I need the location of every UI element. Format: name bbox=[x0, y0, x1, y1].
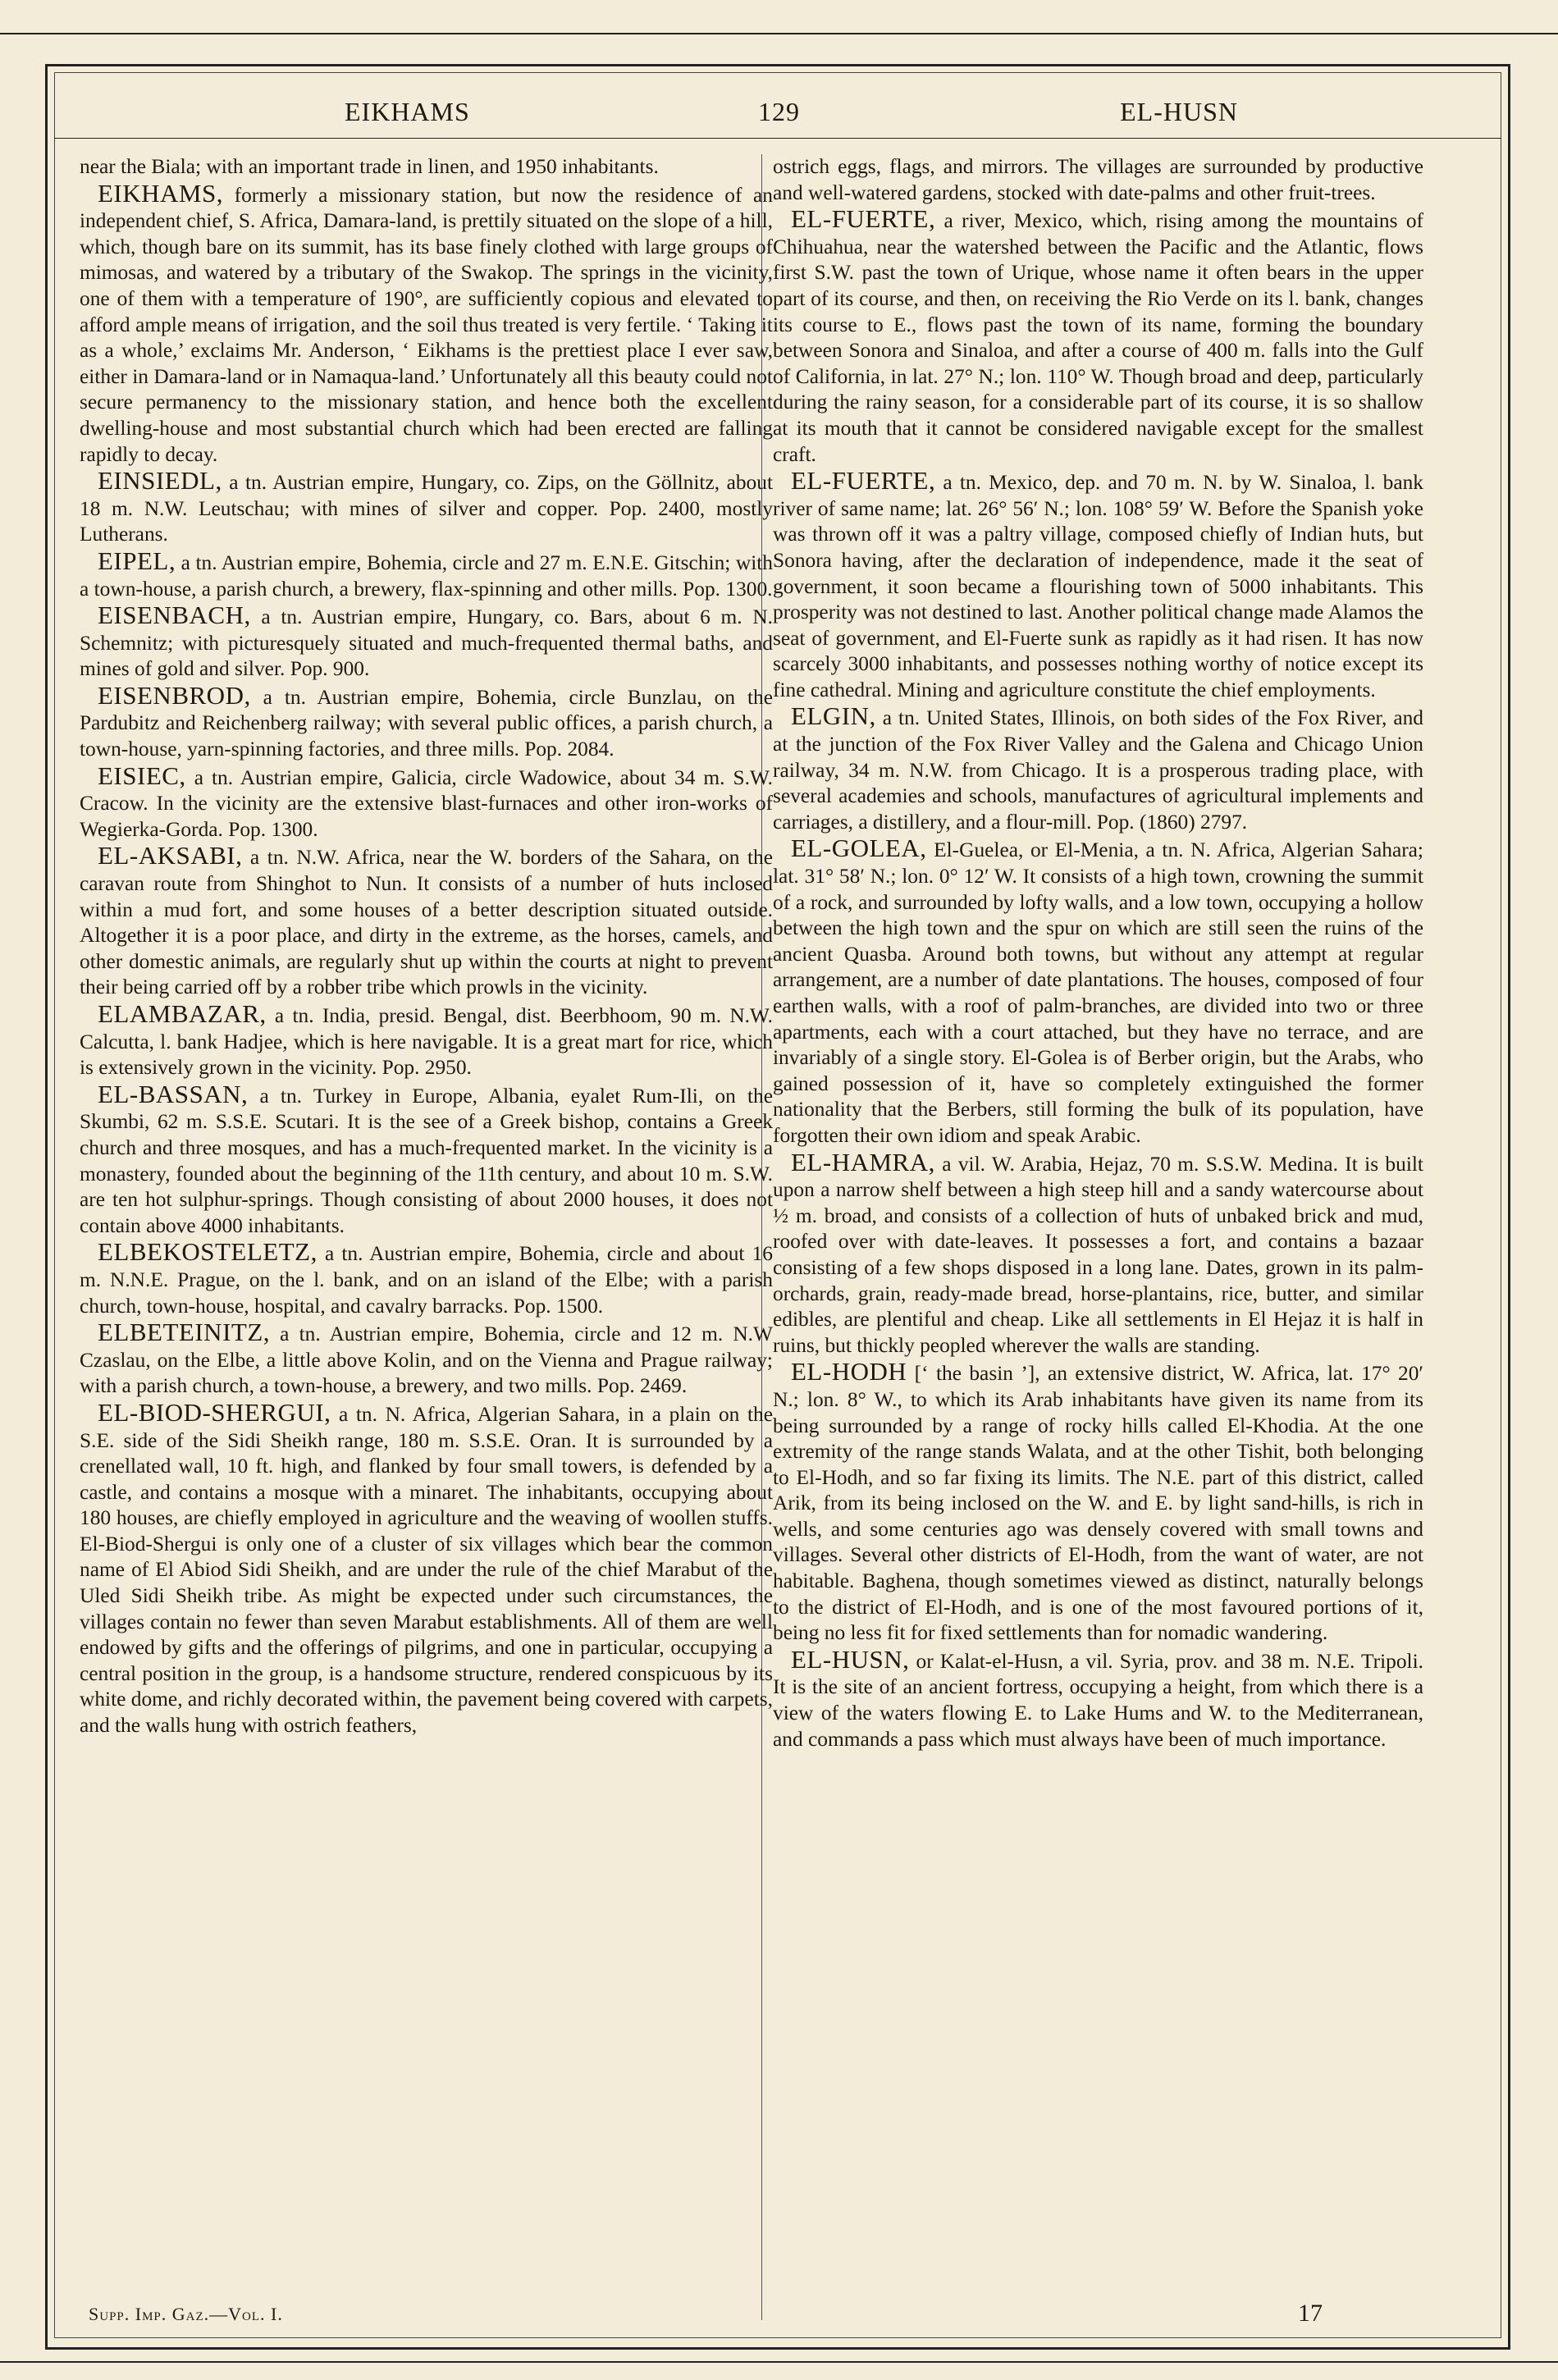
entry-headword: EISIEC, bbox=[98, 761, 186, 790]
entry-headword: ELBETEINITZ, bbox=[98, 1318, 271, 1347]
entry-headword: EL-BASSAN, bbox=[98, 1079, 249, 1108]
gazetteer-entry bbox=[773, 1644, 1423, 1752]
gazetteer-entry bbox=[80, 548, 773, 602]
entry-text: formerly a missionary station, but now the residence of an independent chief, S. Africa, Damara-land, is prettily situated on the slope of a hill, which, though bare on its summit, has its base finely clothed with large groups of mimosas, and watered by a tributary of the Swakop. The springs in the vicinity, one of them with a temperature of 190°, are sufficiently copious and elevated to afford ample means of irrigation, and the soil thus treated is very fertile. ‘ Taking it as a whole,’ exclaims Mr. Anderson, ‘ Eikhams is the prettiest place I ever saw, either in Damara-land or in Namaqua-land.’ Unfortunately all this beauty could not secure permanency to the missionary station, and hence both the excellent dwelling-house and most substantial church which had been erected are falling rapidly to decay. bbox=[80, 183, 773, 466]
entry-text: a tn. Austrian empire, Bohemia, circle Bunzlau, on the Pardubitz and Reichenberg railway; with several public offices, a parish church, a town-house, yarn-spinning factories, and three mills. Pop. 2084. bbox=[80, 685, 773, 761]
gazetteer-entry bbox=[80, 154, 773, 180]
entry-headword: EL-HAMRA, bbox=[791, 1147, 935, 1176]
entry-headword: EL-FUERTE, bbox=[791, 466, 936, 496]
right-column bbox=[773, 154, 1423, 1752]
entry-text: a river, Mexico, which, rising among the mountains of Chihuahua, near the watershed between the Pacific and the Atlantic, flows first S.W. past the town of Urique, whose name it often bears in the upper part of its course, and then, on receiving the Rio Verde on its l. bank, changes its course to E., flows past the town of its name, forming the boundary between Sonora and Sinaloa, and after a course of 400 m. falls into the Gulf of California, in lat. 27° N.; lon. 110° W. Though broad and deep, particularly during the rainy season, for a considerable part of its course, it is so shallow at its mouth that it cannot be considered navigable except for the smallest craft. bbox=[773, 209, 1423, 466]
gazetteer-entry bbox=[80, 763, 773, 843]
entry-text: a tn. Austrian empire, Hungary, co. Bars, about 6 m. N. Schemnitz; with picturesquely situated and much-frequented thermal baths, and mines of gold and silver. Pop. 900. bbox=[80, 605, 773, 681]
entry-headword: ELGIN, bbox=[791, 701, 876, 731]
gazetteer-entry bbox=[80, 680, 773, 763]
running-header bbox=[57, 97, 1501, 130]
entry-text: a tn. Austrian empire, Bohemia, circle and about 16 m. N.N.E. Prague, on the l. bank, and on an island of the Elbe; with a parish church, town-house, hospital, and cavalry barracks. Pop. 1500. bbox=[80, 1242, 773, 1318]
entry-text: a tn. Mexico, dep. and 70 m. N. by W. Sinaloa, l. bank river of same name; lat. 26° 56′ N.; lon. 108° 59′ W. Before the Spanish yoke was thrown off it was a paltry village, composed chiefly of Indian huts, but Sonora having, after the declaration of independence, made it the seat of government, it soon became a flourishing town of 5000 inhabitants. This prosperity was not destined to last. Another political change made Alamos the seat of government, and El-Fuerte sunk as rapidly as it had risen. It has now scarcely 3000 inhabitants, and possesses nothing worthy of notice except its fine cathedral. Mining and agriculture constitute the chief employments. bbox=[773, 471, 1423, 701]
gazetteer-entry bbox=[80, 1397, 773, 1739]
entry-headword: ELAMBAZAR, bbox=[98, 999, 267, 1028]
bottom-rule bbox=[0, 2361, 1558, 2363]
gazetteer-entry bbox=[80, 1319, 773, 1400]
gazetteer-entry bbox=[773, 468, 1423, 703]
entry-headword: EL-HUSN, bbox=[791, 1644, 910, 1674]
gazetteer-entry bbox=[773, 154, 1423, 206]
entry-headword: EIPEL, bbox=[98, 546, 176, 575]
entry-text: [‘ the basin ’], an extensive district, W. Africa, lat. 17° 20′ N.; lon. 8° W., to which its Arab inhabitants have given its name from its being surrounded by a range of rocky hills called El-Khodia. At the one extremity of the range stands Walata, and at the other Tishit, both belonging to El-Hodh, and so far fixing its limits. The N.E. part of this district, called Arik, from its being inclosed on the W. and E. by light sand-hills, is rich in wells, and some centuries ago was densely covered with small towns and villages. Several other districts of El-Hodh, from the want of water, are not habitable. Baghena, though sometimes viewed as distinct, naturally belongs to the district of El-Hodh, and is one of the most favoured portions of it, being no less fit for fixed settlements than for nomadic wandering. bbox=[773, 1362, 1423, 1645]
gazetteer-entry bbox=[80, 180, 773, 468]
entry-text: a tn. Turkey in Europe, Albania, eyalet Rum-Ili, on the Skumbi, 62 m. S.S.E. Scutari. It is the see of a Greek bishop, contains a Greek church and three mosques, and has a much-frequented market. In the vicinity is a monastery, founded about the beginning of the 11th century, and about 10 m. S.W. are ten hot sulphur-springs. Though consisting of about 2000 houses, it does not contain above 4000 inhabitants. bbox=[80, 1084, 773, 1237]
gazetteer-entry bbox=[80, 1239, 773, 1319]
header-rule bbox=[54, 138, 1501, 139]
entry-text: a tn. N. Africa, Algerian Sahara, in a plain on the S.E. side of the Sidi Sheikh range, 180 m. S.S.E. Oran. It is surrounded by a crenellated wall, 10 ft. high, and flanked by four small towers, is defended by a castle, and contains a mosque with a minaret. The inhabitants, occupying about 180 houses, are chiefly employed in agriculture and the weaving of woollen stuffs. El-Biod-Shergui is only one of a cluster of six villages which bear the common name of El Abiod Sidi Sheikh, and are under the rule of the chief Marabut of the Uled Sidi Sheikh tribe. As might be expected under such circumstances, the villages contain no fewer than seven Marabut establishments. All of them are well endowed by gifts and the offerings of pilgrims, and one in particular, occupying a central position in the group, is a handsome structure, rendered conspicuous by its white dome, and richly decorated within, the pavement being covered with carpets, and the walls hung with ostrich feathers, bbox=[80, 1402, 773, 1738]
entry-text: a tn. Austrian empire, Galicia, circle Wadowice, about 34 m. S.W. Cracow. In the vicinity are the extensive blast-furnaces and other iron-works of Wegierka-Gorda. Pop. 1300. bbox=[80, 765, 773, 841]
entry-text: a tn. United States, Illinois, on both sides of the Fox River, and at the junction of the Fox River Valley and the Galena and Chicago Union railway, 34 m. N.W. from Chicago. It is a prosperous trading place, with several academies and schools, manufactures of agricultural implements and carriages, a distillery, and a flour-mill. Pop. (1860) 2797. bbox=[773, 706, 1423, 834]
gazetteer-entry bbox=[773, 835, 1423, 1149]
signature-line: Supp. Imp. Gaz.—Vol. I. bbox=[89, 2304, 283, 2324]
entry-headword: EL-HODH bbox=[791, 1357, 907, 1386]
left-column bbox=[80, 154, 773, 1739]
entry-headword: EL-GOLEA, bbox=[791, 834, 927, 863]
gazetteer-entry bbox=[80, 468, 773, 548]
entry-text: a tn. N.W. Africa, near the W. borders of the Sahara, on the caravan route from Shinghot to Nun. It consists of a number of huts inclosed within a mud fort, and some houses of a better description situated outside. Altogether it is a poor place, and dirty in the extreme, as the horses, camels, and other domestic animals, are regularly shut up within the courts at night to prevent their being carried off by a robber tribe which prowls in the vicinity. bbox=[80, 846, 773, 999]
sheet-number: 17 bbox=[1298, 2300, 1323, 2327]
gazetteer-entry bbox=[773, 1149, 1423, 1359]
entry-text: or Kalat-el-Husn, a vil. Syria, prov. and 38 m. N.E. Tripoli. It is the site of an ancient fortress, occupying a height, from which there is a view of the waters flowing E. to Lake Hums and W. to the Mediterranean, and commands a pass which must always have been of much importance. bbox=[773, 1649, 1423, 1751]
entry-headword: ELBEKOSTELETZ, bbox=[98, 1237, 318, 1267]
entry-text: a vil. W. Arabia, Hejaz, 70 m. S.S.W. Medina. It is built upon a narrow shelf between a high steep hill and a sandy watercourse about ½ m. broad, and consists of a collection of huts of unbaked brick and mud, roofed over with date-leaves. It possesses a fort, and contains a bazaar consisting of a few shops disposed in a long lane. Dates, grown in its palm-orchards, grain, ready-made bread, horse-plantains, rice, butter, and similar edibles, are plentiful and cheap. Like all settlements in El Hejaz it is half in ruins, but thickly peopled wherever the walls are standing. bbox=[773, 1152, 1423, 1357]
entry-headword: EL-BIOD-SHERGUI, bbox=[98, 1397, 331, 1427]
entry-headword: EL-FUERTE, bbox=[791, 204, 936, 234]
header-right-word: EL-HUSN bbox=[1120, 97, 1238, 126]
page-number: 129 bbox=[758, 97, 800, 126]
entry-text: a tn. Austrian empire, Hungary, co. Zips, on the Göllnitz, about 18 m. N.W. Leutschau; with mines of silver and copper. Pop. 2400, mostly Lutherans. bbox=[80, 471, 773, 546]
entry-text: a tn. India, presid. Bengal, dist. Beerbhoom, 90 m. N.W. Calcutta, l. bank Hadjee, which is here navigable. It is a great mart for rice, which is extensively grown in the vicinity. Pop. 2950. bbox=[80, 1004, 773, 1080]
gazetteer-entry bbox=[80, 1081, 773, 1240]
gazetteer-entry bbox=[773, 1359, 1423, 1647]
entry-headword: EIKHAMS, bbox=[98, 178, 223, 208]
gazetteer-entry bbox=[80, 602, 773, 683]
entry-headword: EISENBROD, bbox=[98, 680, 251, 710]
entry-text: a tn. Austrian empire, Bohemia, circle and 12 m. N.W Czaslau, on the Elbe, a little above Kolin, and on the Vienna and Prague railway; with a parish church, a town-house, a brewery, and two mills. Pop. 2469. bbox=[80, 1322, 773, 1398]
top-rule bbox=[0, 33, 1558, 34]
entry-text: a tn. Austrian empire, Bohemia, circle and 27 m. E.N.E. Gitschin; with a town-house, a parish church, a brewery, flax-spinning and other mills. Pop. 1300. bbox=[80, 550, 773, 601]
gazetteer-entry bbox=[80, 843, 773, 1001]
gazetteer-entry bbox=[773, 206, 1423, 468]
gazetteer-entry bbox=[80, 1001, 773, 1081]
entry-headword: EISENBACH, bbox=[98, 601, 251, 630]
entry-text: near the Biala; with an important trade in linen, and 1950 inhabitants. bbox=[80, 155, 659, 178]
entry-text: El-Guelea, or El-Menia, a tn. N. Africa, Algerian Sahara; lat. 31° 58′ N.; lon. 0° 12′ W. It consists of a high town, crowning the summit of a rock, and surrounded by lofty walls, and a low town, occupying a hollow between the high town and the spur on which are still seen the ruins of the ancient Quasba. Around both towns, but without any attempt at regular arrangement, are a number of date plantations. The houses, composed of four earthen walls, with a roof of palm-branches, are divided into two or three apartments, each with a court attached, but they have no terrace, and are invariably of a single story. El-Golea is of Berber origin, but the Arabs, who gained possession of it, have so completely extinguished the former nationality that the Berbers, still forming the bulk of its population, have forgotten their own idiom and speak Arabic. bbox=[773, 838, 1423, 1147]
header-left-word: EIKHAMS bbox=[345, 97, 470, 126]
entry-headword: EL-AKSABI, bbox=[98, 841, 243, 870]
entry-headword: EINSIEDL, bbox=[98, 466, 222, 496]
gazetteer-entry bbox=[773, 703, 1423, 835]
entry-text: ostrich eggs, flags, and mirrors. The villages are surrounded by productive and well-watered gardens, stocked with date-palms and other fruit-trees. bbox=[773, 155, 1423, 204]
